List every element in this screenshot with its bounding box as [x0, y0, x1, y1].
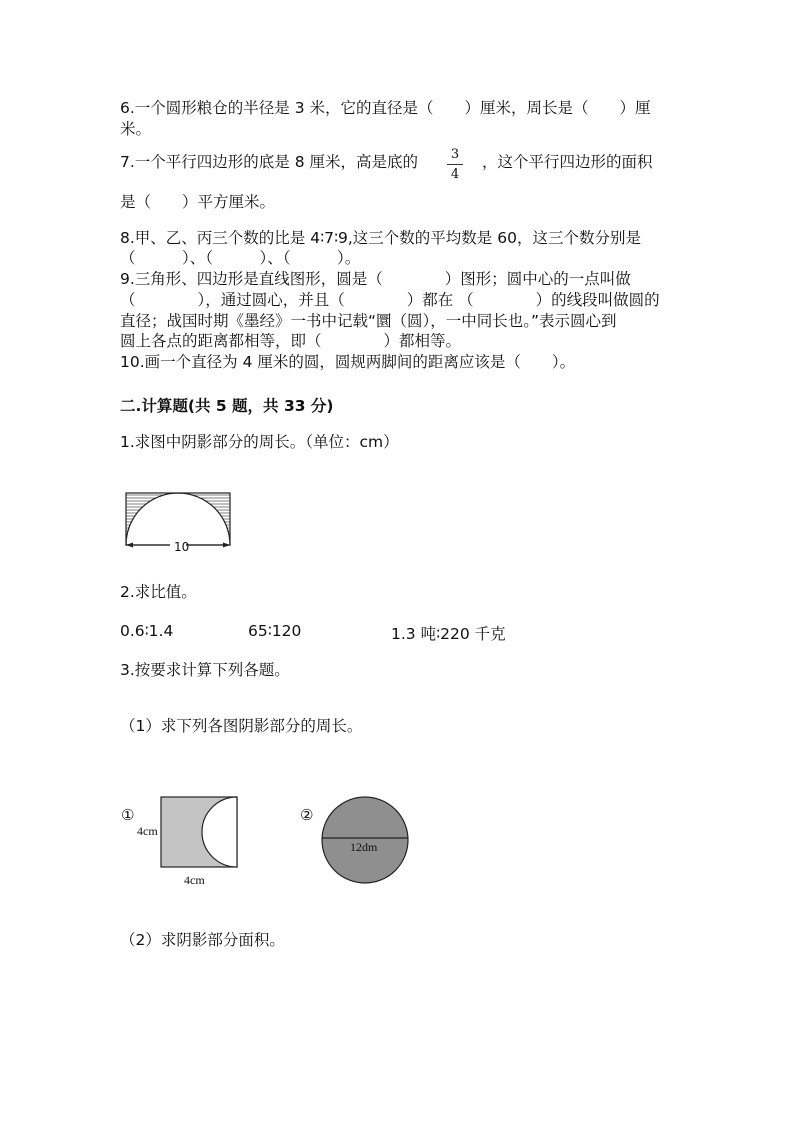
- q9-line2: （ ），通过圆心，并且（ ）都在 （ ）的线段叫做圆的: [120, 291, 660, 309]
- fraction-three-quarters: [446, 147, 464, 182]
- problem3-sub2: （2）求阴影部分面积。: [120, 931, 285, 949]
- q6-line2: 米。: [120, 120, 152, 138]
- problem2-text: 2.求比值。: [120, 583, 197, 601]
- problem3-text: 3.按要求计算下列各题。: [120, 661, 290, 679]
- ratio-item-3: 1.3 吨∶220 千克: [391, 625, 506, 643]
- figure2-diameter-label: 12dm: [350, 840, 378, 854]
- figure2-number: ②: [300, 806, 314, 824]
- section-heading: 二.计算题(共 5 题，共 33 分): [120, 397, 334, 415]
- square-semicircle-figure: [160, 795, 240, 870]
- ratio-item-2: 65∶120: [248, 622, 302, 640]
- q8-line2: （ ）、（ ）、（ ）。: [120, 249, 361, 267]
- q7-line2: 是（ ）平方厘米。: [120, 193, 276, 211]
- figure1-bottom-label: 4cm: [184, 873, 205, 887]
- problem3-sub1: （1）求下列各图阴影部分的周长。: [120, 717, 363, 735]
- q7-text: 7.一个平行四边形的底是 8 厘米，高是底的: [120, 153, 419, 171]
- q7-text-after: ，这个平行四边形的面积: [482, 153, 653, 171]
- semicircle-length-label: 10: [174, 540, 190, 554]
- q10: 10.画一个直径为 4 厘米的圆，圆规两脚间的距离应该是（ ）。: [120, 353, 576, 371]
- figure1-number: ①: [121, 806, 135, 824]
- fraction-numerator: 3: [450, 147, 460, 162]
- q8-line1: 8.甲、乙、丙三个数的比是 4∶7∶9,这三个数的平均数是 60，这三个数分别是: [120, 229, 641, 247]
- q9-line1: 9.三角形、四边形是直线图形，圆是（ ）图形；圆中心的一点叫做: [120, 270, 631, 288]
- q6-line1: 6.一个圆形粮仓的半径是 3 米，它的直径是（ ）厘米，周长是（ ）厘: [120, 99, 651, 117]
- q9-line4: 圆上各点的距离都相等，即（ ）都相等。: [120, 332, 462, 350]
- problem1-text: 1.求图中阴影部分的周长。（单位：cm）: [120, 433, 399, 451]
- fraction-denominator: 4: [450, 167, 460, 182]
- q9-line3: 直径；战国时期《墨经》一书中记载“圜（圆），一中同长也。”表示圆心到: [120, 312, 617, 330]
- figure1-side-label: 4cm: [137, 824, 158, 838]
- ratio-item-1: 0.6∶1.4: [120, 622, 174, 640]
